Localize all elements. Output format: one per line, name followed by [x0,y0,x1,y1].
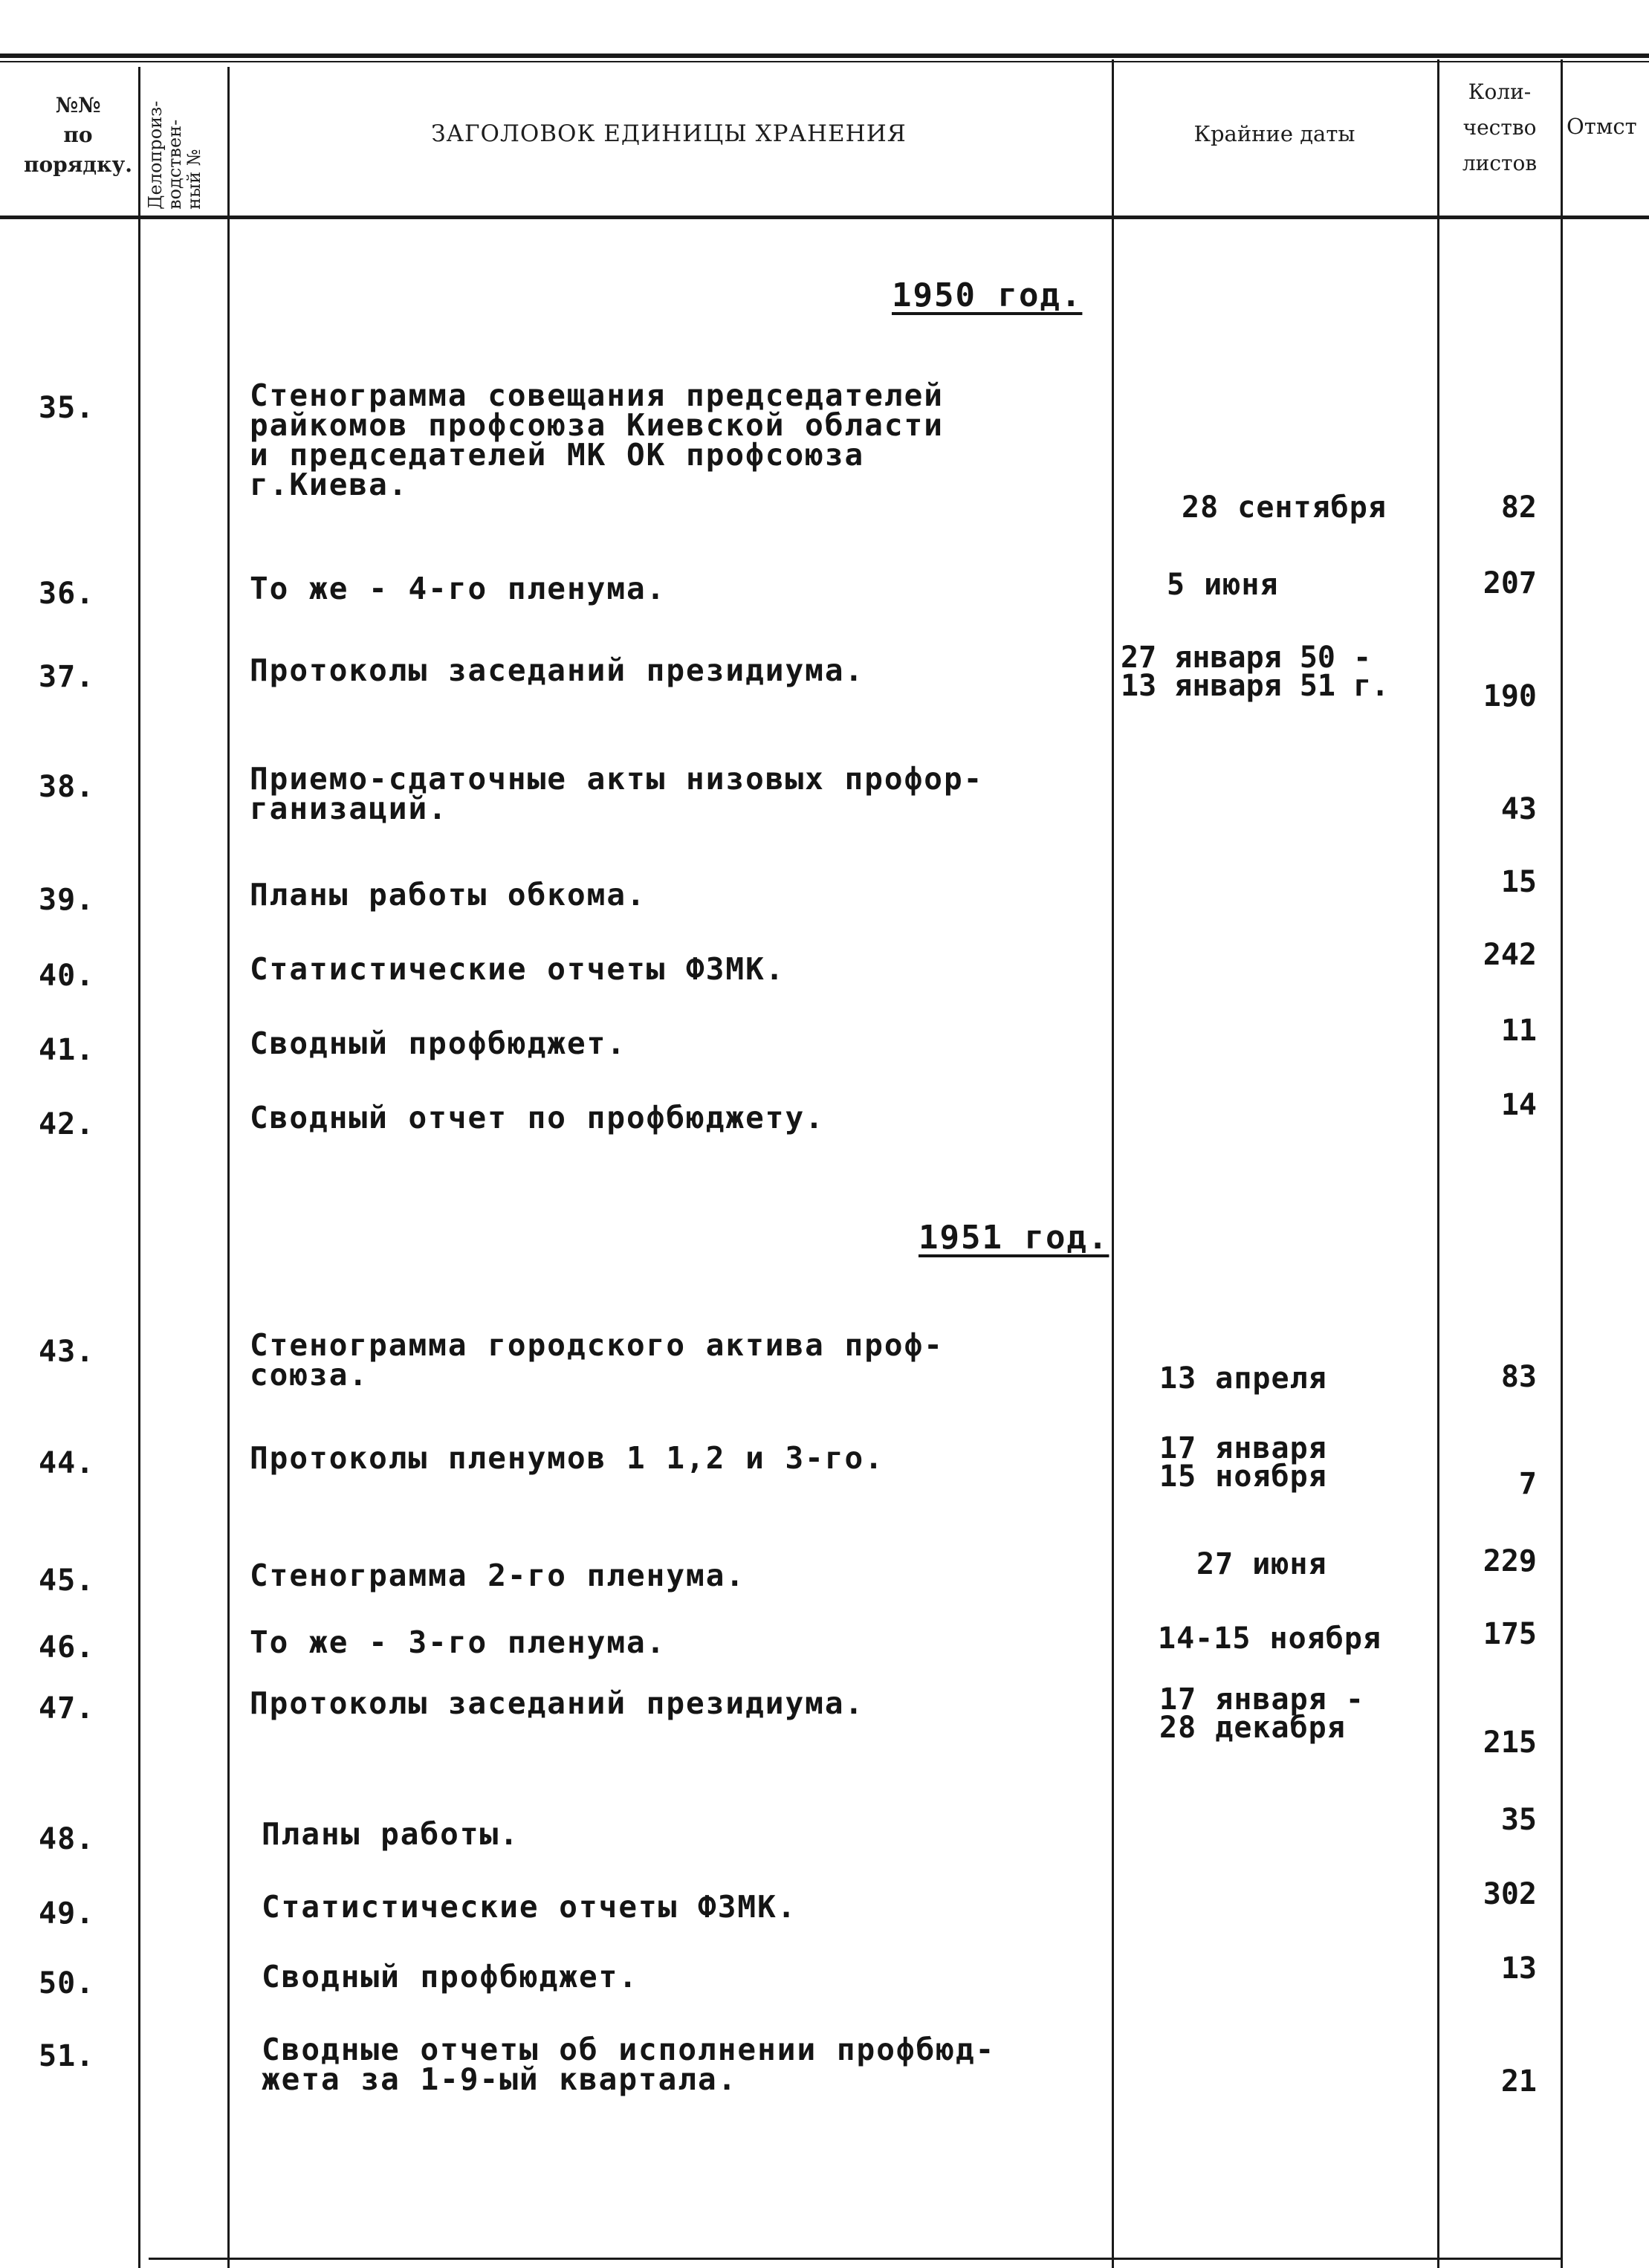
row-dates [1196,1547,1327,1581]
row-date-line: 14-15 ноября [1158,1621,1381,1656]
row-number: 49. [39,1896,95,1931]
row-title [250,571,667,606]
row-title-line: и председателей МК ОК профсоюза [250,437,865,473]
row-number: 39. [39,883,95,917]
row-sheets: 35 [1500,1803,1537,1837]
row-dates [1159,1682,1364,1745]
row-sheets: 302 [1483,1877,1537,1911]
header-number [22,91,134,180]
header-sheets-line-3: листов [1462,151,1538,175]
row-number: 46. [39,1630,95,1665]
row-title-line: То же - 3-го пленума. [250,1624,667,1660]
row-title-line: Сводный профбюджет. [262,1959,638,1995]
row-title [262,1959,638,1995]
row-date-line: 28 сентября [1182,490,1387,525]
row-title-line: Планы работы. [262,1816,519,1852]
row-title [250,761,984,826]
row-date-line: 5 июня [1167,568,1279,602]
row-number: 37. [39,660,95,694]
header-office-number [146,101,204,210]
row-sheets: 242 [1483,938,1537,972]
row-date-line: 17 января - [1159,1682,1364,1717]
header-notes: Отмст [1567,114,1637,139]
header-sheets [1440,74,1559,181]
header-office-line-2: водствен- [164,119,185,210]
row-number: 41. [39,1033,95,1067]
row-title-line: жета за 1-9-ый квартала. [262,2061,738,2097]
row-title [250,1026,626,1061]
row-title [250,951,785,987]
row-date-line: 13 января 51 г. [1121,669,1390,703]
bottom-rule [149,2258,1561,2260]
row-title-line: Протоколы заседаний президиума. [250,652,865,688]
row-title [250,1624,667,1660]
row-number: 48. [39,1822,95,1856]
row-sheets: 15 [1500,865,1537,899]
row-title [250,1100,825,1135]
row-dates [1159,1361,1327,1396]
row-title [250,652,865,688]
row-title [250,1558,746,1593]
row-number: 42. [39,1107,95,1141]
row-number: 45. [39,1564,95,1598]
row-title-line: ганизаций. [250,791,448,826]
header-dates: Крайние даты [1193,121,1355,146]
row-title-line: Приемо-сдаточные акты низовых профор- [250,761,984,797]
row-date-line: 27 января 50 - [1121,641,1372,675]
row-dates [1121,641,1390,703]
row-title [262,1816,519,1852]
row-dates [1159,1431,1327,1494]
header-number-line-3: порядку. [24,152,132,177]
col-divider-5 [1561,59,1563,2268]
col-divider-2 [227,67,230,2268]
row-number: 47. [39,1691,95,1726]
row-title-line: То же - 4-го пленума. [250,571,667,606]
row-title [250,378,944,502]
row-title-line: Сводный профбюджет. [250,1026,626,1061]
section-year-1951: 1951 год. [919,1219,1109,1257]
row-title [250,1327,944,1393]
row-number: 35. [39,391,95,425]
row-title-line: Сводные отчеты об исполнении профбюд- [262,2032,996,2067]
row-dates [1167,568,1279,602]
row-title [250,877,647,913]
header-office-line-3: ный № [184,149,204,210]
row-date-line: 17 января [1159,1431,1327,1465]
row-sheets: 215 [1483,1726,1537,1760]
row-number: 40. [39,959,95,993]
row-sheets: 11 [1500,1014,1537,1048]
col-divider-3 [1112,59,1114,2268]
row-title-line: союза. [250,1357,369,1393]
row-title [250,1685,865,1721]
row-title-line: г.Киева. [250,467,409,502]
col-divider-4 [1437,59,1439,2268]
row-number: 38. [39,770,95,804]
row-sheets: 13 [1500,1951,1537,1986]
row-title-line: Протоколы заседаний президиума. [250,1685,865,1721]
row-title-line: Статистические отчеты ФЗМК. [250,951,785,987]
row-title-line: Протоколы пленумов 1 1,2 и 3-го. [250,1440,884,1476]
row-sheets: 82 [1500,490,1537,525]
top-rule [0,54,1649,58]
col-divider-1 [138,67,140,2268]
row-title-line: Стенограмма совещания председателей [250,378,944,413]
row-number: 43. [39,1335,95,1369]
row-sheets: 175 [1483,1617,1537,1651]
row-title-line: Сводный отчет по профбюджету. [250,1100,825,1135]
header-office-line-1: Делопроиз- [145,100,166,210]
row-date-line: 28 декабря [1159,1711,1346,1745]
row-dates [1158,1621,1381,1656]
row-sheets: 229 [1483,1544,1537,1578]
row-sheets: 7 [1518,1467,1537,1501]
row-title [250,1440,884,1476]
row-date-line: 15 ноября [1159,1459,1327,1494]
row-title-line: райкомов профсоюза Киевской области [250,407,944,443]
header-sheets-line-1: Коли- [1468,80,1532,104]
row-date-line: 27 июня [1196,1547,1327,1581]
row-dates [1182,490,1387,525]
row-number: 44. [39,1446,95,1480]
header-number-line-1: №№ [55,93,101,117]
row-title-line: Статистические отчеты ФЗМК. [262,1889,797,1925]
row-date-line: 13 апреля [1159,1361,1327,1396]
row-sheets: 21 [1500,2064,1537,2099]
row-title-line: Планы работы обкома. [250,877,647,913]
top-rule-thin [0,61,1649,62]
row-title [262,1889,797,1925]
row-sheets: 14 [1500,1088,1537,1122]
header-sheets-line-2: чество [1462,115,1537,140]
section-year-1950: 1950 год. [892,276,1083,314]
row-number: 50. [39,1966,95,2000]
row-sheets: 43 [1500,792,1537,826]
row-number: 51. [39,2039,95,2073]
header-number-line-2: по [63,123,93,147]
row-title [262,2032,996,2097]
header-bottom-rule [0,216,1649,219]
row-sheets: 190 [1483,679,1537,713]
row-number: 36. [39,577,95,611]
row-title-line: Стенограмма городского актива проф- [250,1327,944,1363]
header-title: ЗАГОЛОВОК ЕДИНИЦЫ ХРАНЕНИЯ [431,120,907,147]
row-sheets: 207 [1483,566,1537,600]
row-sheets: 83 [1500,1360,1537,1394]
row-title-line: Стенограмма 2-го пленума. [250,1558,746,1593]
